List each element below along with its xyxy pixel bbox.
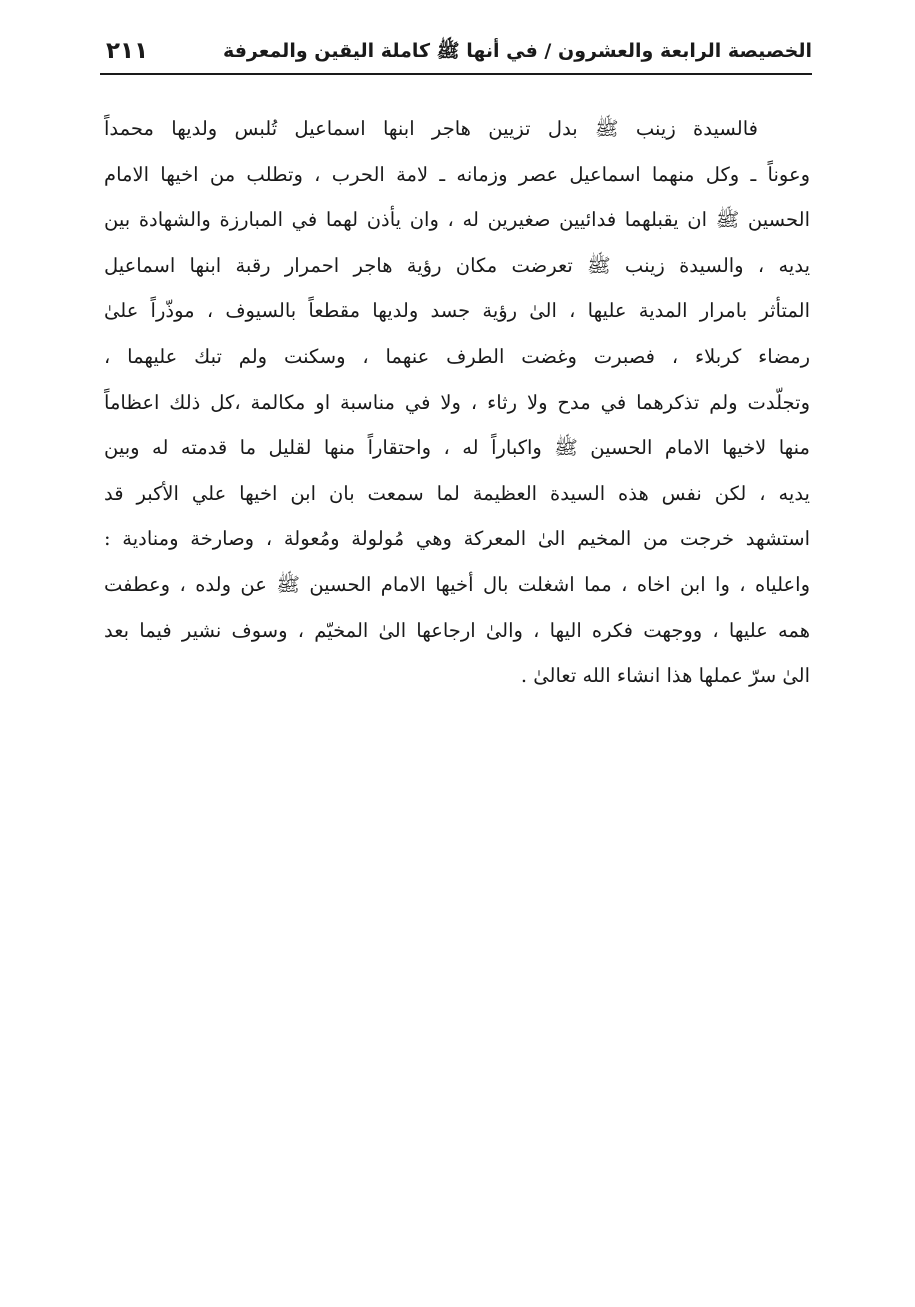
text-line: الحسين ﷺ ان يقبلهما فدائيين صغيرين له ، وان يأذن لهما في المبارزة والشهادة بين [104,208,810,232]
text-line: وعوناً ـ وكل منهما اسماعيل عصر وزمانه ـ لامة الحرب ، وتطلب من اخيها الامام [104,162,810,186]
text-line: فالسيدة زينب ﷺ بدل تزيين هاجر ابنها اسماعيل تُلبس ولديها محمداً [104,117,758,140]
text-line: يديه ، لكن نفس هذه السيدة العظيمة لما سمعت بان ابن اخيها علي الأكبر قد [104,481,810,505]
page-number: ٢١١ [106,38,149,64]
running-title: الخصيصة الرابعة والعشرون / في أنها ﷺ كاملة اليقين والمعرفة [222,40,812,62]
text-line: همه عليها ، ووجهت فكره اليها ، والىٰ ارجاعها الىٰ المخيّم ، وسوف نشير فيما بعد [104,618,810,642]
text-line: الىٰ سرّ عملها هذا انشاء الله تعالىٰ . [520,664,810,688]
text-line: واعلياه ، وا ابن اخاه ، مما اشغلت بال أخيها الامام الحسين ﷺ عن ولده ، وعطفت [104,572,810,596]
text-line: يديه ، والسيدة زينب ﷺ تعرضت مكان رؤية هاجر احمرار رقبة ابنها اسماعيل [104,253,810,277]
body-paragraph [104,106,810,699]
text-line: رمضاء كربلاء ، فصبرت وغضت الطرف عنهما ، وسكنت ولم تبك عليهما ، [104,344,810,368]
page-header [100,34,812,74]
text-line: استشهد خرجت من المخيم الىٰ المعركة وهي مُولولة ومُعولة ، وصارخة ومنادية : [104,527,810,551]
text-line: منها لاخيها الامام الحسين ﷺ واكباراً له ، واحتقاراً منها لقليل ما قدمته له وبين [104,436,810,460]
text-line: المتأثر بامرار المدية عليها ، الىٰ رؤية جسد ولديها مقطعاً بالسيوف ، موذّراً علىٰ [104,299,810,323]
text-line: وتجلّدت ولم تذكرهما في مدح ولا رثاء ، ولا في مناسبة او مكالمة ،كل ذلك اعظاماً [104,390,810,414]
header-rule [100,73,812,75]
